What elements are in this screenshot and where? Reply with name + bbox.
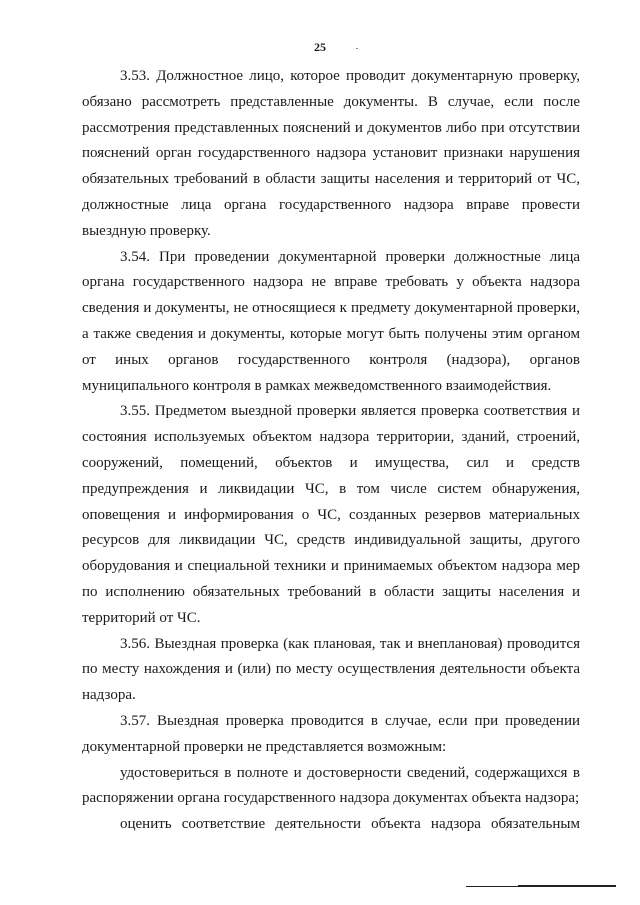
- page-number: 25: [314, 40, 326, 54]
- paragraph-3-56: 3.56. Выездная проверка (как плановая, так и внеплановая) проводится по месту нахождения и (или) по месту осуществления деятельности объекта надзора.: [82, 635, 580, 704]
- paragraph-3-53: 3.53. Должностное лицо, которое проводит документарную проверку, обязано рассмотреть представленные документы. В случае, если после рассмотрения представленных пояснений и документов либо при отсутствии пояснений орган государственного надзора установит признаки нарушения обязательных требований в области защиты населения и территорий от ЧС, должностные лица органа государственного надзора вправе провести выездную проверку.: [82, 68, 580, 239]
- list-item-assess-compliance: оценить соответствие деятельности объекта надзора обязательным: [120, 816, 580, 833]
- paragraph-3-54: 3.54. При проведении документарной проверки должностные лица органа государственного надзора не вправе требовать у объекта надзора сведения и документы, не относящиеся к предмету документарной проверки, а также сведения и документы, которые могут быть получены этим органом от иных органов государственного контроля (надзора), органов муниципального контроля в рамках межведомственного взаимодействия.: [82, 248, 580, 394]
- footer-rule-accent: [518, 885, 616, 887]
- list-item-verify-completeness: удостовериться в полноте и достоверности сведений, содержащихся в распоряжении органа государственного надзора документах объекта надзора;: [82, 764, 580, 807]
- scan-artifact: [356, 48, 358, 49]
- paragraph-3-55: 3.55. Предметом выездной проверки является проверка соответствия и состояния используемых объектом надзора территории, зданий, строений, сооружений, помещений, объектов и имущества, сил и средств предупреждения и ликвидации ЧС, в том числе систем обнаружения, оповещения и информирования о ЧС, созданных резервов материальных ресурсов для ликвидации ЧС, средств индивидуальной защиты, другого оборудования и специальной техники и принимаемых объектом надзора мер по исполнению обязательных требований в области защиты населения и территорий от ЧС.: [82, 403, 580, 626]
- paragraph-3-57: 3.57. Выездная проверка проводится в случае, если при проведении документарной проверки не представляется возможным:: [82, 712, 580, 755]
- document-body: [82, 64, 580, 838]
